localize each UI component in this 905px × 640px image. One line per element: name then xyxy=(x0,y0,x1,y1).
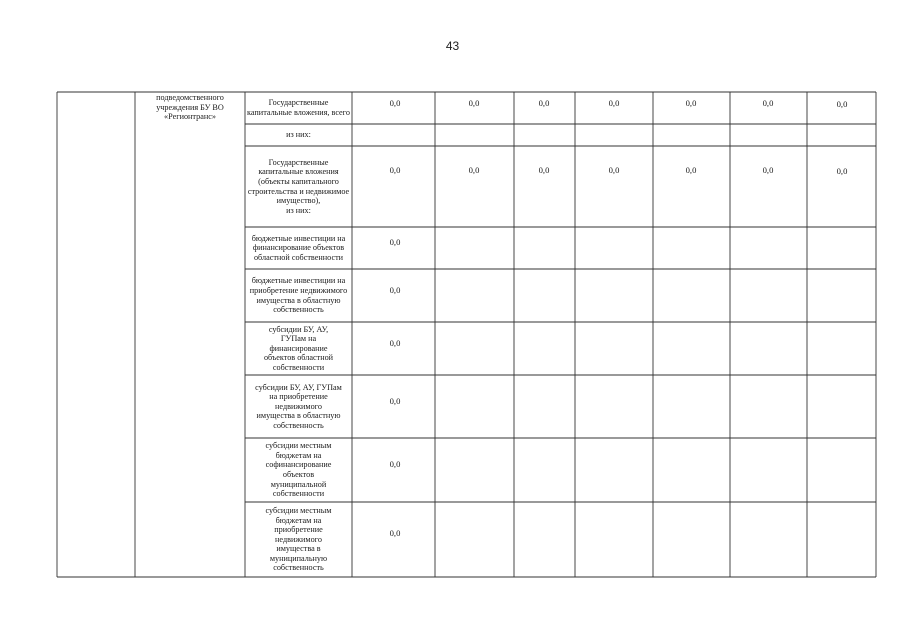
value-cell: 0,0 xyxy=(538,165,550,175)
row-label: Государственные капитальные вложения (объекты капитального строительства и недвижимое имущество), из них: xyxy=(247,157,350,215)
value-cell: 0,0 xyxy=(468,98,480,108)
institution-label: подведомственного учреждения БУ ВО «Регионтранс» xyxy=(156,93,224,122)
row-label: субсидии местным бюджетам на приобретение недвижимого имущества в муниципальную собственность xyxy=(265,505,332,573)
value-cell: 0,0 xyxy=(389,338,401,348)
row-label: субсидии местным бюджетам на софинансирование объектов муниципальной собственности xyxy=(265,441,332,499)
row-label: из них: xyxy=(286,130,311,140)
value-cell: 0,0 xyxy=(836,99,848,109)
value-cell: 0,0 xyxy=(389,237,401,247)
value-cell: 0,0 xyxy=(389,98,401,108)
row-label: бюджетные инвестиции на приобретение недвижимого имущества в областную собственность xyxy=(249,276,348,315)
value-cell: 0,0 xyxy=(762,165,774,175)
value-cell: 0,0 xyxy=(389,285,401,295)
value-cell: 0,0 xyxy=(389,459,401,469)
value-cell: 0,0 xyxy=(685,98,697,108)
value-cell: 0,0 xyxy=(608,165,620,175)
row-label: Государственные капитальные вложения, всего xyxy=(247,98,350,117)
value-cell: 0,0 xyxy=(538,98,550,108)
value-cell: 0,0 xyxy=(389,396,401,406)
value-cell: 0,0 xyxy=(608,98,620,108)
row-label: субсидии БУ, АУ, ГУПам на финансирование объектов областной собственности xyxy=(263,324,334,372)
row-label: субсидии БУ, АУ, ГУПам на приобретение недвижимого имущества в областную собственность xyxy=(255,382,342,430)
row-label: бюджетные инвестиции на финансирование объектов областной собственности xyxy=(251,233,346,262)
page-number: 43 xyxy=(445,39,460,53)
value-cell: 0,0 xyxy=(468,165,480,175)
value-cell: 0,0 xyxy=(762,98,774,108)
value-cell: 0,0 xyxy=(836,166,848,176)
value-cell: 0,0 xyxy=(389,165,401,175)
value-cell: 0,0 xyxy=(389,528,401,538)
value-cell: 0,0 xyxy=(685,165,697,175)
